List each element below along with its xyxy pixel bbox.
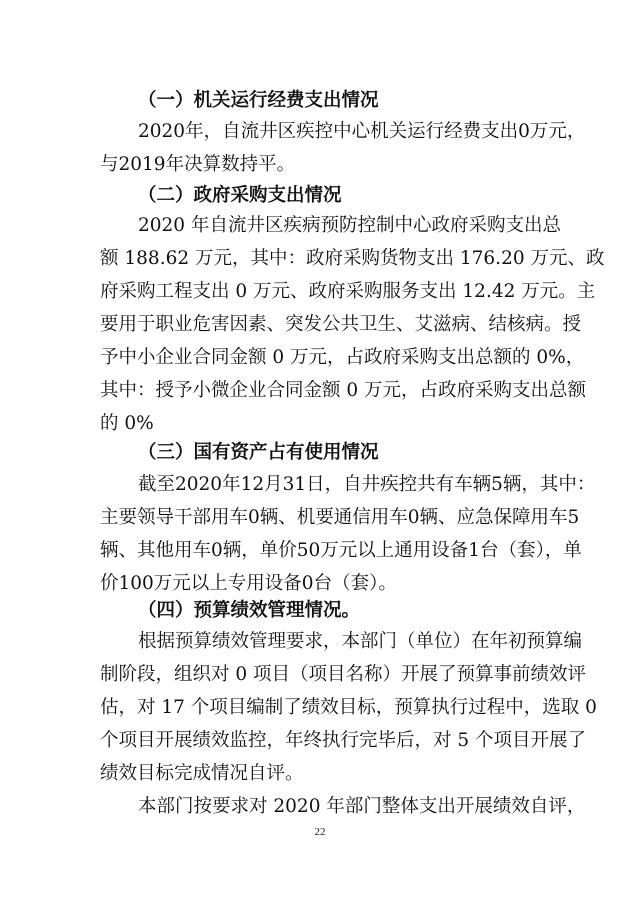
- text-line: 2020年，自流井区疾控中心机关运行经费支出0万元，: [138, 121, 586, 142]
- text-line: 2020 年自流井区疾病预防控制中心政府采购支出总: [138, 215, 561, 236]
- text-line: 绩效目标完成情况自评。: [100, 763, 304, 784]
- text-line: 根据预算绩效管理要求，本部门（单位）在年初预算编: [138, 631, 583, 652]
- text-line: 制阶段，组织对 0 项目（项目名称）开展了预算事前绩效评: [100, 664, 587, 685]
- text-line: 要用于职业危害因素、突发公共卫生、艾滋病、结核病。授: [100, 314, 582, 335]
- text-line: 截至2020年12月31日，自井疾控共有车辆5辆，其中：: [138, 474, 596, 495]
- section-body-performance-management: [100, 625, 597, 790]
- section-body-procurement: [100, 209, 605, 440]
- section-heading-performance-management: （四）预算绩效管理情况。: [138, 600, 361, 621]
- text-line: 的 0%: [100, 413, 154, 434]
- text-line: 辆、其他用车0辆，单价50万元以上通用设备1台（套），单: [100, 540, 582, 561]
- text-line: 本部门按要求对 2020 年部门整体支出开展绩效自评，: [138, 796, 586, 817]
- section-body-performance-self-evaluation: [100, 790, 586, 823]
- text-line: 额 188.62 万元，其中：政府采购货物支出 176.20 万元、政: [100, 248, 605, 269]
- text-line: 府采购工程支出 0 万元、政府采购服务支出 12.42 万元。主: [100, 281, 596, 302]
- section-heading-state-assets: （三）国有资产占有使用情况: [138, 442, 379, 463]
- section-heading-operating-expenses: （一）机关运行经费支出情况: [138, 90, 379, 111]
- page-number: 22: [314, 826, 326, 838]
- text-line: 个项目开展绩效监控，年终执行完毕后，对 5 个项目开展了: [100, 730, 587, 751]
- text-line: 与2019年决算数持平。: [100, 154, 296, 175]
- section-heading-procurement: （二）政府采购支出情况: [138, 185, 342, 206]
- text-line: 予中小企业合同金额 0 万元，占政府采购支出总额的 0%，: [100, 347, 585, 368]
- section-body-operating-expenses: [100, 115, 586, 181]
- text-line: 价100万元以上专用设备0台（套）。: [100, 573, 397, 594]
- section-body-state-assets: [100, 468, 596, 600]
- text-line: 估，对 17 个项目编制了绩效目标，预算执行过程中，选取 0: [100, 697, 597, 718]
- text-line: 其中：授予小微企业合同金额 0 万元，占政府采购支出总额: [100, 380, 587, 401]
- text-line: 主要领导干部用车0辆、机要通信用车0辆、应急保障用车5: [100, 507, 580, 528]
